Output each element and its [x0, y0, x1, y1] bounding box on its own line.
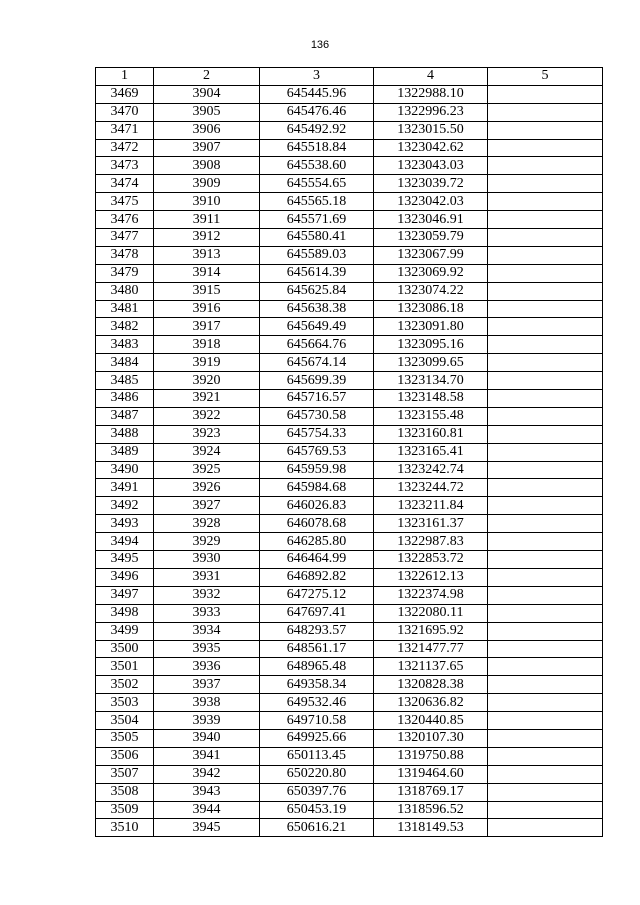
table-cell: 3907 — [154, 139, 260, 157]
column-header: 3 — [260, 68, 374, 86]
table-cell: 1323043.03 — [374, 157, 488, 175]
table-cell: 645716.57 — [260, 390, 374, 408]
table-row — [96, 479, 603, 497]
table-cell: 646464.99 — [260, 551, 374, 569]
table-cell: 3479 — [96, 264, 154, 282]
table-cell: 3931 — [154, 568, 260, 586]
table-cell — [488, 622, 603, 640]
table-cell: 3925 — [154, 461, 260, 479]
table-cell: 1323161.37 — [374, 515, 488, 533]
table-cell: 1322853.72 — [374, 551, 488, 569]
table-cell: 650397.76 — [260, 783, 374, 801]
table-cell: 645699.39 — [260, 372, 374, 390]
table-cell — [488, 479, 603, 497]
table-cell: 646892.82 — [260, 568, 374, 586]
table-cell: 645476.46 — [260, 103, 374, 121]
table-cell: 1320828.38 — [374, 676, 488, 694]
table-cell — [488, 103, 603, 121]
table-cell: 1323244.72 — [374, 479, 488, 497]
table-cell: 1320440.85 — [374, 712, 488, 730]
table-row — [96, 264, 603, 282]
table-cell: 645614.39 — [260, 264, 374, 282]
table-row — [96, 729, 603, 747]
table-cell: 3926 — [154, 479, 260, 497]
table-cell: 3910 — [154, 193, 260, 211]
table-cell — [488, 765, 603, 783]
table-cell: 645492.92 — [260, 121, 374, 139]
table-cell: 3487 — [96, 407, 154, 425]
table-cell: 1323086.18 — [374, 300, 488, 318]
table-cell — [488, 712, 603, 730]
table-cell — [488, 121, 603, 139]
table-cell: 3941 — [154, 747, 260, 765]
table-cell: 1323242.74 — [374, 461, 488, 479]
table-cell: 3483 — [96, 336, 154, 354]
table-cell — [488, 694, 603, 712]
table-cell: 645571.69 — [260, 211, 374, 229]
table-cell — [488, 497, 603, 515]
table-cell: 645580.41 — [260, 229, 374, 247]
table-cell: 1323099.65 — [374, 354, 488, 372]
table-cell: 1323046.91 — [374, 211, 488, 229]
table-cell: 1319464.60 — [374, 765, 488, 783]
table-cell: 3920 — [154, 372, 260, 390]
table-cell: 3489 — [96, 443, 154, 461]
table-cell: 649358.34 — [260, 676, 374, 694]
table-cell: 649710.58 — [260, 712, 374, 730]
table-cell: 3510 — [96, 819, 154, 837]
table-row — [96, 658, 603, 676]
table-cell: 3501 — [96, 658, 154, 676]
table-cell: 3933 — [154, 604, 260, 622]
table-cell: 1323067.99 — [374, 246, 488, 264]
table-cell: 3476 — [96, 211, 154, 229]
table-cell — [488, 139, 603, 157]
table-cell: 650616.21 — [260, 819, 374, 837]
table-row — [96, 390, 603, 408]
table-cell — [488, 461, 603, 479]
table-header-row — [96, 68, 603, 86]
table-cell: 3939 — [154, 712, 260, 730]
table-cell: 3922 — [154, 407, 260, 425]
table-cell: 1322080.11 — [374, 604, 488, 622]
table-cell: 3921 — [154, 390, 260, 408]
table-cell: 3928 — [154, 515, 260, 533]
table-row — [96, 586, 603, 604]
table-cell — [488, 193, 603, 211]
table-cell: 3917 — [154, 318, 260, 336]
table-cell: 1323155.48 — [374, 407, 488, 425]
table-row — [96, 622, 603, 640]
table-cell: 1321477.77 — [374, 640, 488, 658]
table-cell: 3497 — [96, 586, 154, 604]
table-cell: 3502 — [96, 676, 154, 694]
table-cell — [488, 676, 603, 694]
table-cell: 645538.60 — [260, 157, 374, 175]
table-cell: 1323015.50 — [374, 121, 488, 139]
table-cell: 649925.66 — [260, 729, 374, 747]
table-cell: 3918 — [154, 336, 260, 354]
table-row — [96, 229, 603, 247]
table-cell: 3938 — [154, 694, 260, 712]
table-cell: 1322996.23 — [374, 103, 488, 121]
table-row — [96, 139, 603, 157]
table-cell: 645769.53 — [260, 443, 374, 461]
table-cell — [488, 533, 603, 551]
table-cell — [488, 819, 603, 837]
table-row — [96, 568, 603, 586]
table-row — [96, 765, 603, 783]
table-cell — [488, 783, 603, 801]
table-cell: 3930 — [154, 551, 260, 569]
table-cell: 3471 — [96, 121, 154, 139]
table-cell: 3473 — [96, 157, 154, 175]
table-cell — [488, 211, 603, 229]
table-cell — [488, 85, 603, 103]
table-cell: 3916 — [154, 300, 260, 318]
table-cell: 1320636.82 — [374, 694, 488, 712]
table-cell: 649532.46 — [260, 694, 374, 712]
table-cell: 3480 — [96, 282, 154, 300]
table-cell: 645445.96 — [260, 85, 374, 103]
table-row — [96, 443, 603, 461]
column-header: 2 — [154, 68, 260, 86]
table-row — [96, 318, 603, 336]
table-cell: 3490 — [96, 461, 154, 479]
table-cell: 647697.41 — [260, 604, 374, 622]
table-cell — [488, 264, 603, 282]
table-cell — [488, 568, 603, 586]
table-cell: 1323074.22 — [374, 282, 488, 300]
table-cell: 3937 — [154, 676, 260, 694]
table-cell: 646285.80 — [260, 533, 374, 551]
table-cell: 1323160.81 — [374, 425, 488, 443]
table-cell: 3927 — [154, 497, 260, 515]
table-cell — [488, 551, 603, 569]
table-row — [96, 300, 603, 318]
table-row — [96, 103, 603, 121]
table-cell — [488, 318, 603, 336]
table-cell — [488, 157, 603, 175]
table-row — [96, 407, 603, 425]
table-cell — [488, 425, 603, 443]
table-row — [96, 533, 603, 551]
table-cell: 3491 — [96, 479, 154, 497]
table-row — [96, 354, 603, 372]
table-cell: 3493 — [96, 515, 154, 533]
table-cell: 1319750.88 — [374, 747, 488, 765]
table-cell — [488, 586, 603, 604]
table-cell — [488, 175, 603, 193]
table-cell: 645565.18 — [260, 193, 374, 211]
table-cell: 3943 — [154, 783, 260, 801]
page-number: 136 — [310, 39, 330, 51]
table-row — [96, 211, 603, 229]
coordinates-table — [95, 67, 603, 837]
table-cell: 1322374.98 — [374, 586, 488, 604]
table-cell: 3469 — [96, 85, 154, 103]
table-cell: 3913 — [154, 246, 260, 264]
table-cell: 3945 — [154, 819, 260, 837]
table-cell: 3904 — [154, 85, 260, 103]
table-cell: 3944 — [154, 801, 260, 819]
table-row — [96, 336, 603, 354]
table-cell: 1322988.10 — [374, 85, 488, 103]
table-cell: 648561.17 — [260, 640, 374, 658]
table-cell: 3924 — [154, 443, 260, 461]
table-cell: 3919 — [154, 354, 260, 372]
table-row — [96, 246, 603, 264]
table-cell: 3498 — [96, 604, 154, 622]
table-cell: 3935 — [154, 640, 260, 658]
table-cell: 3484 — [96, 354, 154, 372]
table-cell — [488, 747, 603, 765]
table-cell: 1323148.58 — [374, 390, 488, 408]
table-cell — [488, 658, 603, 676]
table-cell: 1323059.79 — [374, 229, 488, 247]
table-cell: 3506 — [96, 747, 154, 765]
table-cell — [488, 246, 603, 264]
table-cell: 1318769.17 — [374, 783, 488, 801]
table-cell: 3486 — [96, 390, 154, 408]
table-cell: 3914 — [154, 264, 260, 282]
table-cell: 3934 — [154, 622, 260, 640]
table-cell — [488, 801, 603, 819]
table-row — [96, 640, 603, 658]
table-cell: 3503 — [96, 694, 154, 712]
table-cell: 650453.19 — [260, 801, 374, 819]
table-cell: 3499 — [96, 622, 154, 640]
table-cell: 3906 — [154, 121, 260, 139]
table-cell: 3492 — [96, 497, 154, 515]
table-cell: 650220.80 — [260, 765, 374, 783]
table-cell: 1323095.16 — [374, 336, 488, 354]
table-cell: 3912 — [154, 229, 260, 247]
table-cell — [488, 229, 603, 247]
table-cell: 645589.03 — [260, 246, 374, 264]
table-cell: 1323134.70 — [374, 372, 488, 390]
table-cell: 645518.84 — [260, 139, 374, 157]
column-header: 5 — [488, 68, 603, 86]
table-cell: 3507 — [96, 765, 154, 783]
table-cell: 3477 — [96, 229, 154, 247]
table-cell: 3936 — [154, 658, 260, 676]
table-cell: 3485 — [96, 372, 154, 390]
table-row — [96, 425, 603, 443]
table-row — [96, 175, 603, 193]
table-cell — [488, 407, 603, 425]
table-cell: 3495 — [96, 551, 154, 569]
table-row — [96, 747, 603, 765]
table-cell: 1321137.65 — [374, 658, 488, 676]
table-cell: 645649.49 — [260, 318, 374, 336]
table-cell: 1318149.53 — [374, 819, 488, 837]
table-row — [96, 157, 603, 175]
table-cell: 646078.68 — [260, 515, 374, 533]
table-cell — [488, 390, 603, 408]
table-cell: 3482 — [96, 318, 154, 336]
table-row — [96, 193, 603, 211]
table-row — [96, 712, 603, 730]
table-cell: 1323069.92 — [374, 264, 488, 282]
table-cell: 646026.83 — [260, 497, 374, 515]
table-cell: 3915 — [154, 282, 260, 300]
table-cell: 645730.58 — [260, 407, 374, 425]
table-cell: 3470 — [96, 103, 154, 121]
table-cell: 3494 — [96, 533, 154, 551]
table-cell: 647275.12 — [260, 586, 374, 604]
table-cell: 1323039.72 — [374, 175, 488, 193]
table-cell: 3509 — [96, 801, 154, 819]
table-body — [96, 85, 603, 836]
table-cell: 3508 — [96, 783, 154, 801]
table-cell: 648965.48 — [260, 658, 374, 676]
table-cell: 645638.38 — [260, 300, 374, 318]
table-cell: 3923 — [154, 425, 260, 443]
table-cell — [488, 515, 603, 533]
table-row — [96, 604, 603, 622]
table-cell: 3488 — [96, 425, 154, 443]
table-row — [96, 819, 603, 837]
table-cell — [488, 300, 603, 318]
table-row — [96, 551, 603, 569]
table-row — [96, 461, 603, 479]
table-cell — [488, 443, 603, 461]
table-cell: 3505 — [96, 729, 154, 747]
table-cell: 1321695.92 — [374, 622, 488, 640]
table-cell: 1323165.41 — [374, 443, 488, 461]
table-cell — [488, 354, 603, 372]
table-cell: 648293.57 — [260, 622, 374, 640]
table-cell — [488, 604, 603, 622]
table-cell: 3504 — [96, 712, 154, 730]
table-cell: 3474 — [96, 175, 154, 193]
table-cell — [488, 729, 603, 747]
table-row — [96, 85, 603, 103]
table-cell: 645554.65 — [260, 175, 374, 193]
table-cell: 3478 — [96, 246, 154, 264]
table-cell: 3475 — [96, 193, 154, 211]
table-cell: 3481 — [96, 300, 154, 318]
table-cell: 645959.98 — [260, 461, 374, 479]
table-cell: 1318596.52 — [374, 801, 488, 819]
table-cell: 1323211.84 — [374, 497, 488, 515]
column-header: 1 — [96, 68, 154, 86]
table-cell: 3908 — [154, 157, 260, 175]
table-row — [96, 497, 603, 515]
table-row — [96, 783, 603, 801]
table-row — [96, 694, 603, 712]
column-header: 4 — [374, 68, 488, 86]
table-cell — [488, 282, 603, 300]
table-cell — [488, 640, 603, 658]
table-cell: 645674.14 — [260, 354, 374, 372]
table-cell: 645664.76 — [260, 336, 374, 354]
table-cell: 645984.68 — [260, 479, 374, 497]
table-row — [96, 372, 603, 390]
table-cell: 645625.84 — [260, 282, 374, 300]
table-row — [96, 676, 603, 694]
table-cell: 1322612.13 — [374, 568, 488, 586]
table-row — [96, 515, 603, 533]
table-cell — [488, 336, 603, 354]
table-row — [96, 282, 603, 300]
table-cell: 3472 — [96, 139, 154, 157]
table-cell: 3911 — [154, 211, 260, 229]
table-cell: 1323042.03 — [374, 193, 488, 211]
table-row — [96, 121, 603, 139]
table-cell: 645754.33 — [260, 425, 374, 443]
table-cell: 3929 — [154, 533, 260, 551]
table-cell: 3905 — [154, 103, 260, 121]
table-cell: 1323042.62 — [374, 139, 488, 157]
table-cell: 3500 — [96, 640, 154, 658]
table-cell: 1320107.30 — [374, 729, 488, 747]
table-cell: 3942 — [154, 765, 260, 783]
table-row — [96, 801, 603, 819]
table-cell: 1323091.80 — [374, 318, 488, 336]
table-cell: 3932 — [154, 586, 260, 604]
table-cell: 1322987.83 — [374, 533, 488, 551]
table-cell: 650113.45 — [260, 747, 374, 765]
table-cell: 3496 — [96, 568, 154, 586]
table-cell — [488, 372, 603, 390]
table-cell: 3940 — [154, 729, 260, 747]
table-cell: 3909 — [154, 175, 260, 193]
